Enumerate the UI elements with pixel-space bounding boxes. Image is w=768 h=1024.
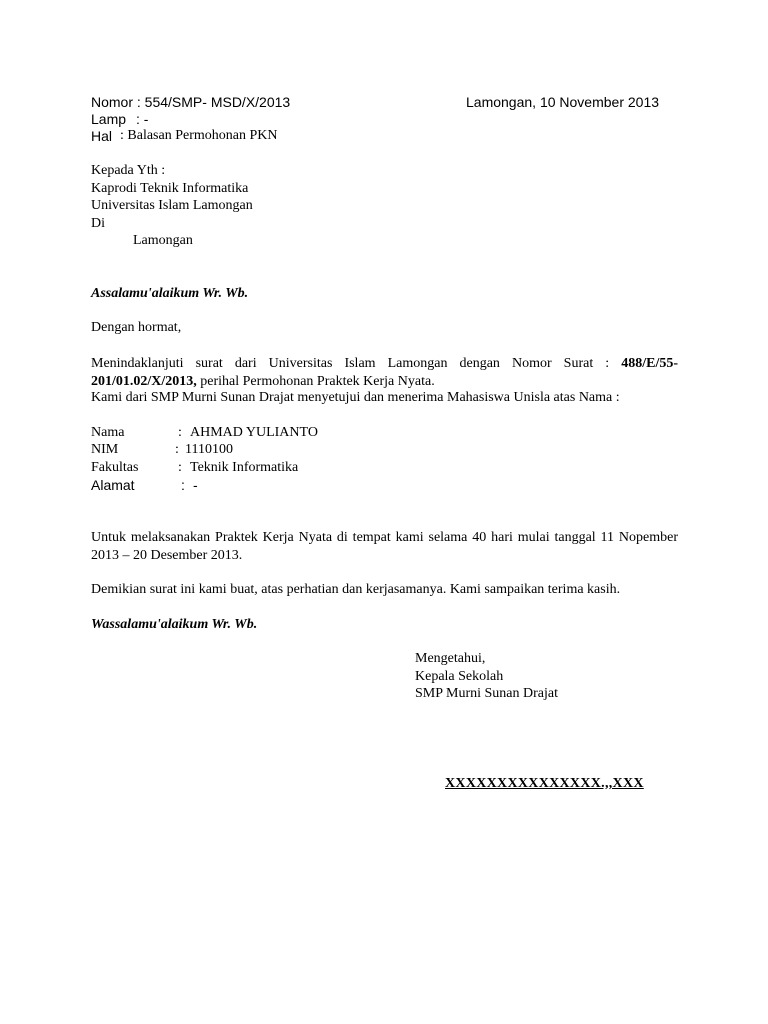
field-label: Nama [91, 425, 125, 440]
signature-title: Kepala Sekolah [415, 669, 504, 684]
field-row-nim [91, 442, 491, 460]
field-row-nama [91, 425, 491, 443]
signature-school: SMP Murni Sunan Drajat [415, 686, 558, 701]
opening-greeting [91, 286, 248, 302]
field-label: NIM [91, 442, 119, 457]
field-colon: : [178, 425, 182, 440]
body-paragraph-2: Kami dari SMP Murni Sunan Drajat menyetujui dan menerima Mahasiswa Unisla atas Nama : [91, 390, 620, 405]
salutation: Dengan hormat, [91, 320, 182, 335]
opening-greeting-rest: Wr. Wb. [199, 286, 249, 301]
body-paragraph-1 [91, 355, 678, 390]
field-row-alamat [91, 477, 491, 495]
place-date: Lamongan, 10 November 2013 [466, 94, 660, 110]
field-value: - [193, 477, 198, 493]
opening-greeting-italic: Assalamu'alaikum [91, 286, 200, 301]
field-label: Alamat [91, 477, 135, 493]
field-value: 1110100 [185, 442, 233, 457]
lamp-value: : - [136, 111, 149, 127]
hal-line [91, 128, 391, 146]
body-paragraph-3: Untuk melaksanakan Praktek Kerja Nyata di tempat kami selama 40 hari mulai tanggal 11 Nopember 2013 – 20 Desember 2013. [91, 530, 678, 563]
signatory-name: XXXXXXXXXXXXXXX.,,XXX [445, 776, 644, 791]
lamp-line [91, 111, 148, 129]
field-colon: : [181, 477, 185, 493]
recipient-city: Lamongan [133, 233, 193, 248]
recipient-line-4: Di [91, 216, 105, 231]
para1-text-b: perihal Permohonan Praktek Kerja Nyata. [196, 373, 435, 389]
recipient-line-3: Universitas Islam Lamongan [91, 198, 253, 213]
field-value: Teknik Informatika [190, 460, 299, 475]
letter-number: Nomor : 554/SMP- MSD/X/2013 [91, 94, 291, 110]
recipient-line-1: Kepada Yth : [91, 163, 166, 178]
field-colon: : [175, 442, 179, 457]
body-paragraph-4: Demikian surat ini kami buat, atas perhatian dan kerjasamanya. Kami sampaikan terima kasih. [91, 582, 621, 597]
closing-greeting-italic: Wassalamu'alaikum [91, 617, 209, 632]
para1-text-a: Menindaklanjuti surat dari Universitas Islam Lamongan dengan Nomor Surat : [91, 356, 622, 371]
lamp-label: Lamp [91, 111, 127, 127]
field-value: AHMAD YULIANTO [190, 425, 318, 440]
hal-value: : Balasan Permohonan PKN [120, 128, 278, 143]
hal-label: Hal [91, 128, 113, 144]
recipient-line-2: Kaprodi Teknik Informatika [91, 181, 249, 196]
field-label: Fakultas [91, 460, 139, 475]
letter-reference-number: 488/E/55-201/01.02/X/2013, [91, 356, 678, 389]
field-row-fakultas [91, 460, 491, 478]
closing-greeting-rest: Wr. Wb. [208, 617, 258, 632]
signature-acknowledged: Mengetahui, [415, 651, 486, 666]
field-colon: : [178, 460, 182, 475]
closing-greeting [91, 617, 257, 633]
